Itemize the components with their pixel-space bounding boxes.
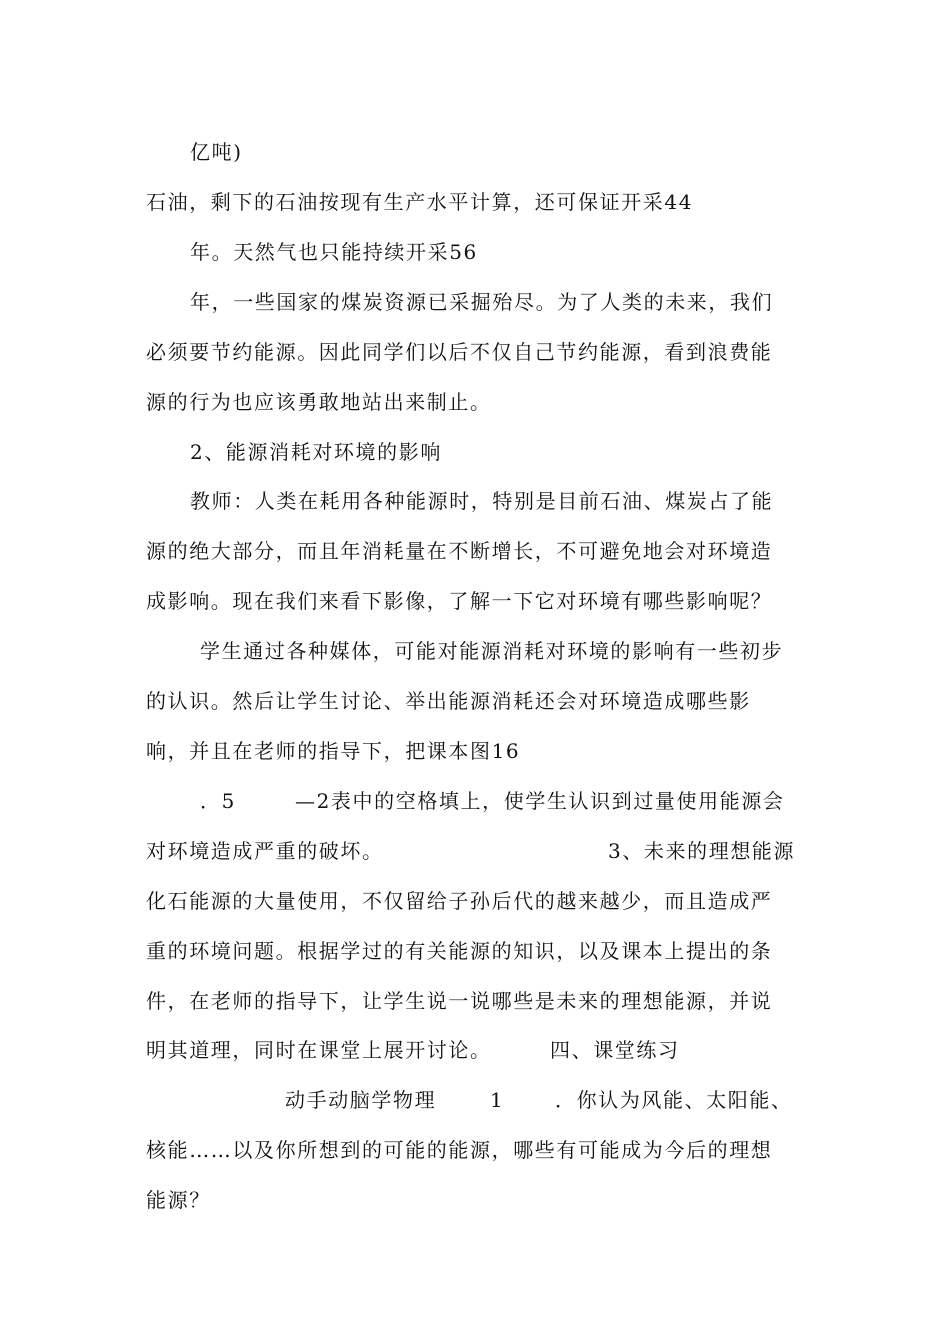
text-line-06: 源的行为也应该勇敢地站出来制止。 xyxy=(146,390,492,414)
text-fragment-figure-number: ．5 xyxy=(200,789,236,813)
text-line-02: 石油，剩下的石油按现有生产水平计算，还可保证开采44 xyxy=(146,190,694,214)
text-line-16: 对环境造成严重的破坏。 xyxy=(146,839,384,863)
text-line-09: 源的绝大部分，而且年消耗量在不断增长，不可避免地会对环境造 xyxy=(146,539,773,563)
text-line-11: 学生通过各种媒体，可能对能源消耗对环境的影响有一些初步 xyxy=(200,639,784,663)
text-line-01: 亿吨) xyxy=(190,140,243,164)
text-line-05: 必须要节约能源。因此同学们以后不仅自己节约能源，看到浪费能 xyxy=(146,340,773,364)
text-line-03: 年。天然气也只能持续开采56 xyxy=(190,240,478,264)
text-line-20: 件，在老师的指导下，让学生说一说哪些是未来的理想能源，并说 xyxy=(146,989,773,1013)
text-line-04: 年，一些国家的煤炭资源已采掘殆尽。为了人类的未来，我们 xyxy=(190,290,774,314)
section-heading: 3、未来的理想能源 xyxy=(608,839,796,863)
exercise-title: 动手动脑学物理 xyxy=(285,1088,437,1112)
text-line-25: ．你认为风能、太阳能、 xyxy=(555,1088,793,1112)
text-line-26: 核能……以及你所想到的可能的能源，哪些有可能成为今后的理想 xyxy=(146,1138,773,1162)
text-line-27: 能源？ xyxy=(146,1188,211,1212)
section-heading: 四、课堂练习 xyxy=(550,1038,680,1062)
text-line-18: 化石能源的大量使用，不仅留给子孙后代的越来越少，而且造成严 xyxy=(146,889,773,913)
text-line-10: 成影响。现在我们来看下影像，了解一下它对环境有哪些影响呢？ xyxy=(146,589,773,613)
text-line-19: 重的环境问题。根据学过的有关能源的知识，以及课本上提出的条 xyxy=(146,939,773,963)
text-line-15: —2表中的空格填上，使学生认识到过量使用能源会 xyxy=(295,789,785,813)
text-line-08: 教师：人类在耗用各种能源时，特别是目前石油、煤炭占了能 xyxy=(190,489,774,513)
exercise-number: 1 xyxy=(490,1088,505,1112)
text-line-12: 的认识。然后让学生讨论、举出能源消耗还会对环境造成哪些影 xyxy=(146,689,751,713)
text-line-21: 明其道理，同时在课堂上展开讨论。 xyxy=(146,1038,492,1062)
section-heading: 2、能源消耗对环境的影响 xyxy=(190,440,442,464)
text-line-13: 响，并且在老师的指导下，把课本图16 xyxy=(146,739,521,763)
